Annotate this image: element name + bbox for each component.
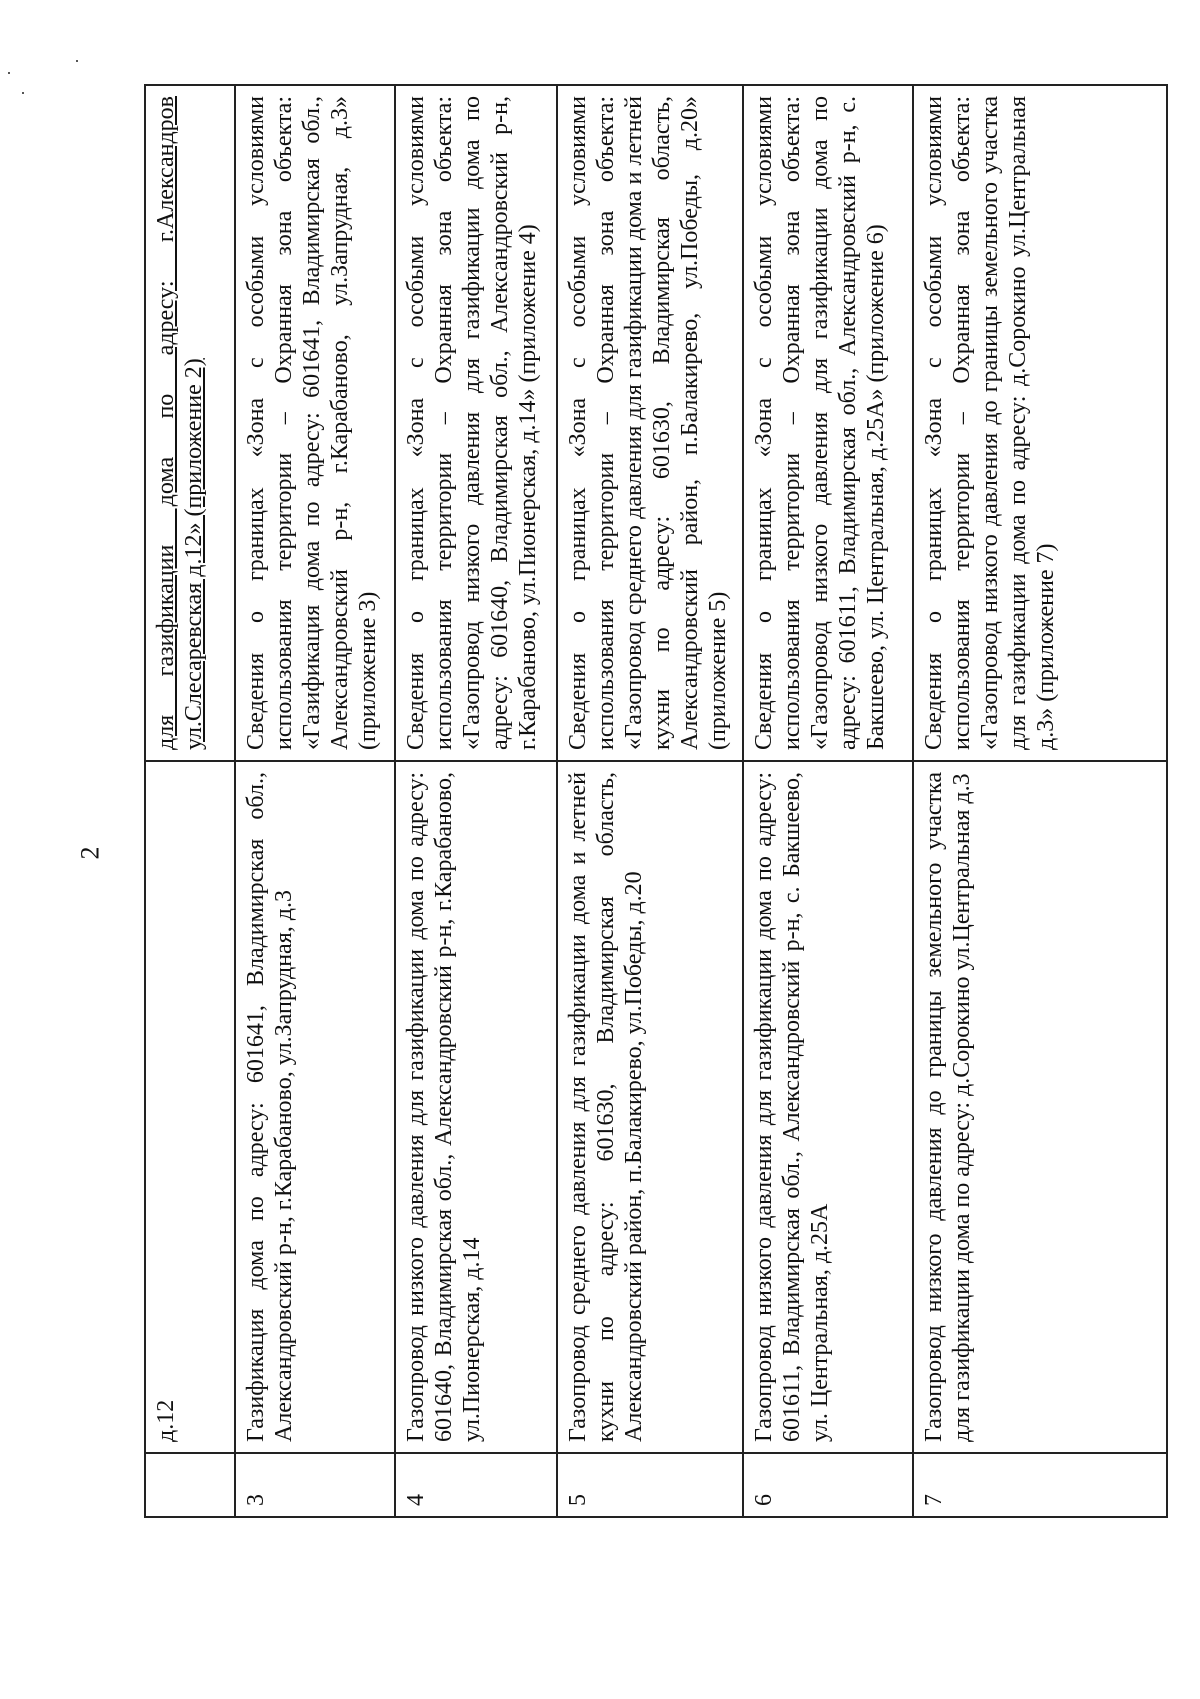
row-number-cell: 3 [235, 1453, 395, 1517]
object-cell: Газопровод низкого давления для газификации дома по адресу: 601611, Владимирская обл., Александровский р-н, с. Бакшеево, ул. Центральная, д.25А [743, 761, 913, 1453]
description-cell: для газификации дома по адресу: г.Александров ул.Слесаревская д.12» (приложение 2) [145, 85, 235, 761]
object-cell: Газопровод среднего давления для газификации дома и летней кухни по адресу: 601630, Владимирская область, Александровский район, п.Балакирево, ул.Победы, д.20 [557, 761, 743, 1453]
object-cell: Газопровод низкого давления для газификации дома по адресу: 601640, Владимирская обл., Александровский р-н, г.Карабаново, ул.Пионерская, д.14 [395, 761, 557, 1453]
row-number-cell: 6 [743, 1453, 913, 1517]
zones-table [144, 84, 1168, 1518]
description-cell: Сведения о границах «Зона с особыми условиями использования территории – Охранная зона объекта: «Газификация дома по адресу: 601641, Владимирская обл., Александровский р-н, г.Карабаново, ул.Запрудная, д.3» (приложение 3) [235, 85, 395, 761]
rotated-table-wrapper [144, 86, 1166, 1518]
table-row [395, 85, 557, 1517]
row-number-cell: 4 [395, 1453, 557, 1517]
object-cell: Газопровод низкого давления до границы земельного участка для газификации дома по адресу: д.Сорокино ул.Центральная д.3 [913, 761, 1167, 1453]
table-row [743, 85, 913, 1517]
description-cell: Сведения о границах «Зона с особыми условиями использования территории – Охранная зона объекта: «Газопровод среднего давления для газификации дома и летней кухни по адресу: 601630, Владимирская область, Александровский район, п.Балакирево, ул.Победы, д.20» (приложение 5) [557, 85, 743, 761]
object-cell: д.12 [145, 761, 235, 1453]
row-number-cell [145, 1453, 235, 1517]
table-row [913, 85, 1167, 1517]
description-cell: Сведения о границах «Зона с особыми условиями использования территории – Охранная зона объекта: «Газопровод низкого давления до границы земельного участка для газификации дома по адресу: д.Сорокино ул.Центральная д.3» (приложение 7) [913, 85, 1167, 761]
row-number-cell: 5 [557, 1453, 743, 1517]
table-row [235, 85, 395, 1517]
row-number-cell: 7 [913, 1453, 1167, 1517]
table-row [557, 85, 743, 1517]
page-number: 2 [75, 846, 105, 860]
description-cell: Сведения о границах «Зона с особыми условиями использования территории – Охранная зона объекта: «Газопровод низкого давления для газификации дома по адресу: 601611, Владимирская обл., Александровский р-н, с. Бакшеево, ул. Центральная, д.25А» (приложение 6) [743, 85, 913, 761]
table-row-continued [145, 85, 235, 1517]
object-cell: Газификация дома по адресу: 601641, Владимирская обл., Александровский р-н, г.Карабаново, ул.Запрудная, д.3 [235, 761, 395, 1453]
description-cell: Сведения о границах «Зона с особыми условиями использования территории – Охранная зона объекта: «Газопровод низкого давления для газификации дома по адресу: 601640, Владимирская обл., Александровский р-н, г.Карабаново, ул.Пионерская, д.14» (приложение 4) [395, 85, 557, 761]
